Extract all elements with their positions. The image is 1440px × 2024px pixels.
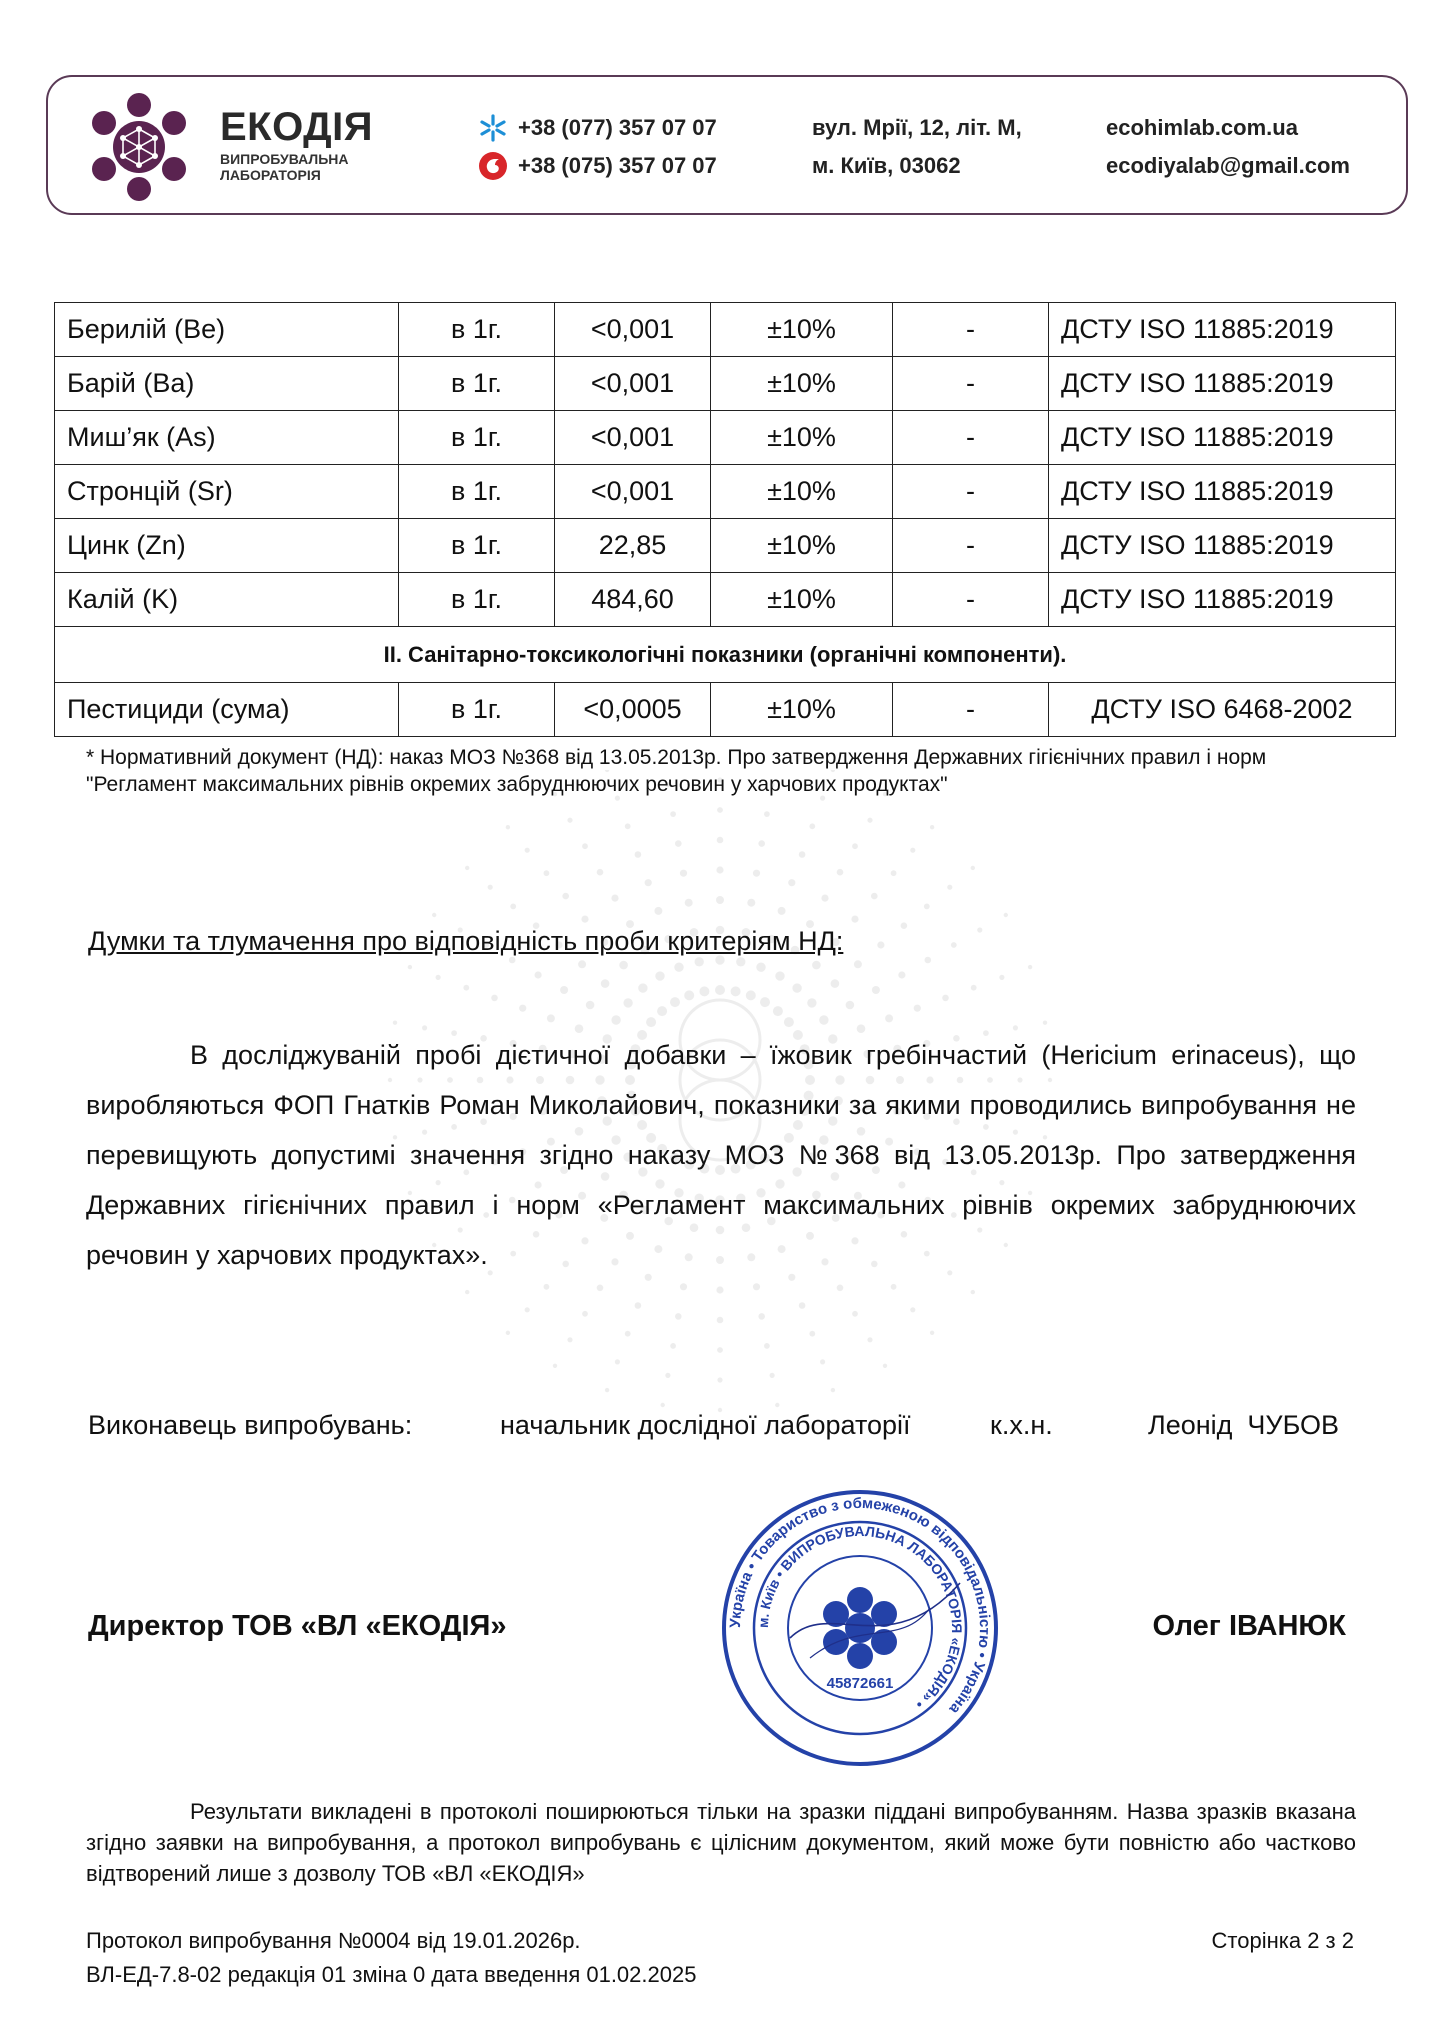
email-link[interactable]: ecodiyalab@gmail.com [1106, 153, 1350, 178]
cell-indicator: Цинк (Zn) [55, 519, 399, 573]
address-block [812, 109, 1022, 185]
cell-error: ±10% [711, 519, 893, 573]
table-row [55, 357, 1396, 411]
protocol-number: Протокол випробування №0004 від 19.01.2026р. [86, 1928, 581, 1953]
brand-subtitle-1: ВИПРОБУВАЛЬНА [220, 151, 349, 167]
stamp-inner-text: м. Київ • ВИПРОБУВАЛЬНА ЛАБОРАТОРІЯ «ЕКОДІЯ» • [754, 1522, 966, 1713]
cell-standard: ДСТУ ISO 11885:2019 [1049, 519, 1396, 573]
cell-standard: ДСТУ ISO 11885:2019 [1049, 303, 1396, 357]
lab-stamp-icon [720, 1488, 1000, 1768]
cell-norm: - [893, 411, 1049, 465]
brand-subtitle-2: ЛАБОРАТОРІЯ [220, 167, 321, 183]
table-row [55, 683, 1396, 737]
cell-standard: ДСТУ ISO 11885:2019 [1049, 465, 1396, 519]
address-line-2: м. Київ, 03062 [812, 153, 961, 178]
cell-indicator: Барій (Ba) [55, 357, 399, 411]
cell-value: 22,85 [555, 519, 711, 573]
director-label: Директор ТОВ «ВЛ «ЕКОДІЯ» [88, 1610, 507, 1642]
table-row [55, 519, 1396, 573]
cell-standard: ДСТУ ISO 11885:2019 [1049, 411, 1396, 465]
table-row [55, 465, 1396, 519]
cell-value: <0,001 [555, 303, 711, 357]
cell-unit: в 1г. [399, 683, 555, 737]
cell-unit: в 1г. [399, 519, 555, 573]
document-revision: ВЛ-ЕД-7.8-02 редакція 01 зміна 0 дата введення 01.02.2025 [86, 1962, 697, 1987]
table-row [55, 303, 1396, 357]
cell-norm: - [893, 303, 1049, 357]
ekodiya-logo-icon [84, 91, 194, 203]
executor-name: Леонід ЧУБОВ [1148, 1410, 1339, 1440]
cell-value: <0,001 [555, 411, 711, 465]
cell-value: <0,0005 [555, 683, 711, 737]
table-row [55, 411, 1396, 465]
cell-norm: - [893, 357, 1049, 411]
cell-unit: в 1г. [399, 357, 555, 411]
phone-1[interactable]: +38 (077) 357 07 07 [518, 115, 717, 140]
cell-error: ±10% [711, 683, 893, 737]
brand-name: ЕКОДІЯ [220, 105, 374, 149]
cell-indicator: Миш’як (As) [55, 411, 399, 465]
cell-standard: ДСТУ ISO 11885:2019 [1049, 357, 1396, 411]
cell-error: ±10% [711, 411, 893, 465]
cell-indicator: Стронцій (Sr) [55, 465, 399, 519]
website-link[interactable]: ecohimlab.com.ua [1106, 115, 1298, 140]
table-section-row [55, 627, 1396, 683]
cell-norm: - [893, 683, 1049, 737]
executor-degree: к.х.н. [990, 1410, 1053, 1440]
address-line-1: вул. Мрії, 12, літ. М, [812, 115, 1022, 140]
cell-unit: в 1г. [399, 303, 555, 357]
web-block [1106, 109, 1350, 185]
executor-position: начальник дослідної лабораторії [500, 1410, 911, 1440]
cell-value: 484,60 [555, 573, 711, 627]
footnote: * Нормативний документ (НД): наказ МОЗ №368 від 13.05.2013р. Про затвердження Державних гігієнічних правил і норм "Регламент максимальних рівнів окремих забруднюючих речовин у харчових продуктах" [86, 746, 1267, 796]
protocol-footer [86, 1924, 696, 1992]
cell-indicator: Пестициди (сума) [55, 683, 399, 737]
cell-value: <0,001 [555, 357, 711, 411]
vodafone-icon [478, 151, 508, 181]
opinion-body: В досліджуваній пробі дієтичної добавки – їжовик гребінчастий (Hericium erinaceus), що виробляються ФОП Гнатків Роман Миколайович, показники за якими проводились випробування не перевищують допустимі значення згідно наказу МОЗ №368 від 13.05.2013р. Про затвердження Державних гігієнічних правил і норм «Регламент максимальних рівнів окремих забруднюючих речовин у харчових продуктах». [86, 1040, 1356, 1270]
cell-norm: - [893, 519, 1049, 573]
stamp-outer-text: Україна • Товариство з обмеженою відповідальністю • Україна [726, 1494, 994, 1718]
table-row [55, 573, 1396, 627]
cell-norm: - [893, 573, 1049, 627]
cell-error: ±10% [711, 573, 893, 627]
cell-unit: в 1г. [399, 573, 555, 627]
kyivstar-star-icon [478, 113, 508, 143]
cell-error: ±10% [711, 303, 893, 357]
cell-indicator: Берилій (Be) [55, 303, 399, 357]
cell-standard: ДСТУ ISO 11885:2019 [1049, 573, 1396, 627]
results-table [54, 302, 1396, 737]
cell-value: <0,001 [555, 465, 711, 519]
opinion-heading: Думки та тлумачення про відповідність проби критеріям НД: [88, 926, 844, 956]
section-title: ІІ. Санітарно-токсикологічні показники (органічні компоненти). [55, 627, 1396, 683]
disclaimer: Результати викладені в протоколі поширюються тільки на зразки піддані випробуванням. Назва зразків вказана згідно заявки на випробування, а протокол випробувань є цілісним документом, який може бути повністю або частково відтворений лише з дозволу ТОВ «ВЛ «ЕКОДІЯ» [86, 1799, 1356, 1886]
letterhead [46, 75, 1408, 215]
director-name: Олег ІВАНЮК [1152, 1610, 1346, 1642]
cell-standard: ДСТУ ISO 6468-2002 [1049, 683, 1396, 737]
stamp-code: 45872661 [826, 1675, 894, 1692]
page-number: Сторінка 2 з 2 [1211, 1928, 1354, 1953]
cell-error: ±10% [711, 357, 893, 411]
cell-unit: в 1г. [399, 411, 555, 465]
cell-indicator: Калій (K) [55, 573, 399, 627]
brand-block [220, 107, 373, 183]
cell-unit: в 1г. [399, 465, 555, 519]
phone-block [478, 109, 717, 185]
phone-2[interactable]: +38 (075) 357 07 07 [518, 153, 717, 178]
cell-error: ±10% [711, 465, 893, 519]
cell-norm: - [893, 465, 1049, 519]
executor-label: Виконавець випробувань: [88, 1410, 413, 1440]
